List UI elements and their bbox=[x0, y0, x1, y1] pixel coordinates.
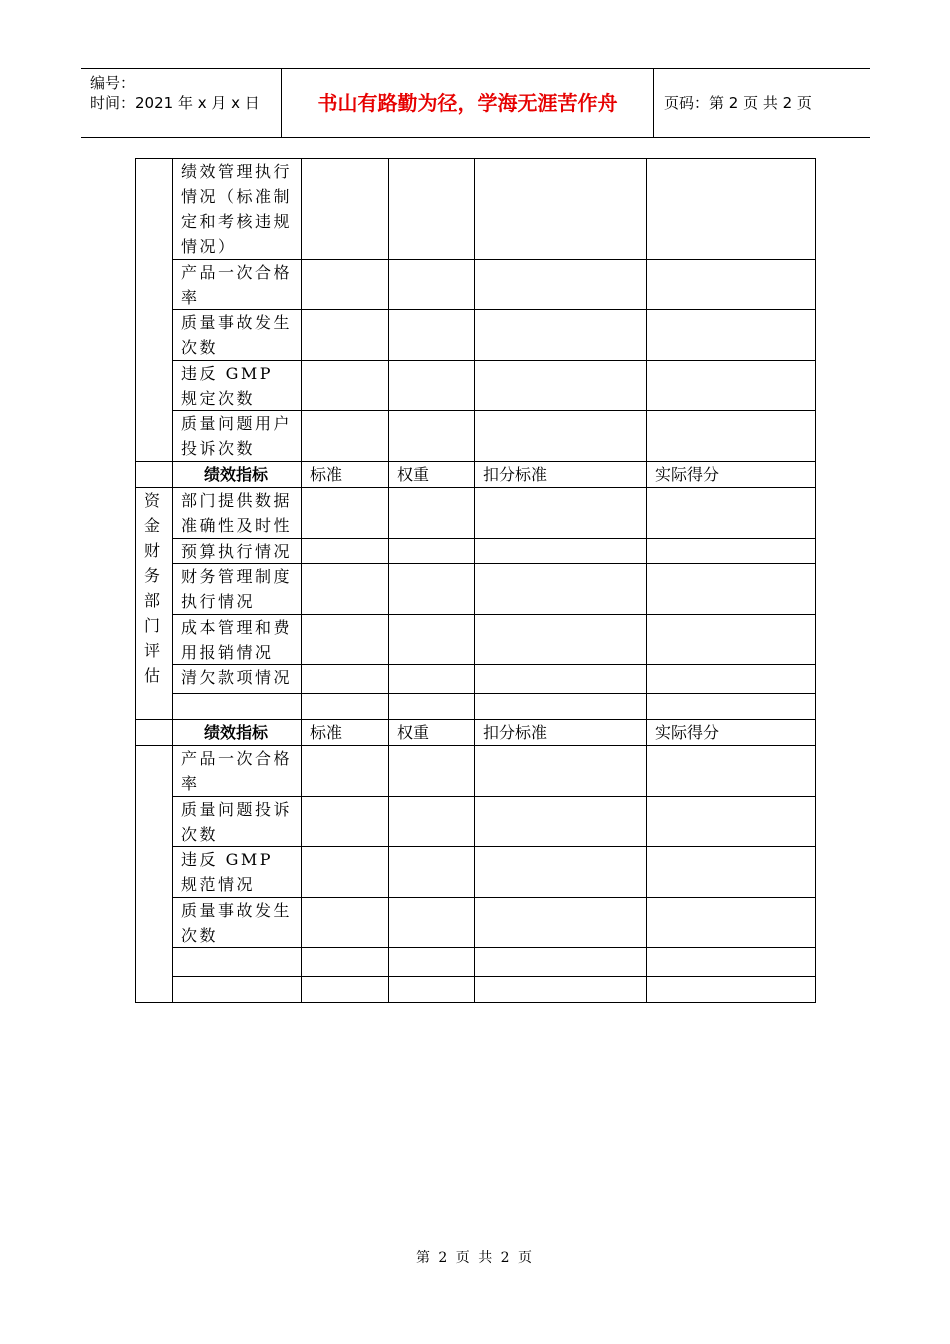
indicator-cell: 部门提供数据准确性及时性 bbox=[181, 491, 293, 535]
indicator-cell: 成本管理和费用报销情况 bbox=[181, 618, 293, 662]
column-header-2: 权重 bbox=[397, 465, 430, 484]
table-rule bbox=[172, 693, 816, 694]
header-page-info: 页码：第 2 页 共 2 页 bbox=[664, 94, 812, 112]
indicator-cell: 质量问题投诉次数 bbox=[181, 800, 293, 844]
table-rule bbox=[135, 1002, 816, 1003]
table-rule bbox=[172, 947, 816, 948]
indicator-cell: 违反 GMP 规定次数 bbox=[181, 364, 274, 408]
indicator-cell: 质量问题用户投诉次数 bbox=[181, 414, 293, 458]
page-header bbox=[81, 68, 870, 138]
table-rule bbox=[301, 158, 302, 1003]
table-rule bbox=[474, 158, 475, 1003]
column-header-4: 实际得分 bbox=[655, 723, 720, 742]
document-time-label: 时间：2021 年 x 月 x 日 bbox=[90, 94, 260, 112]
table-rule bbox=[815, 158, 816, 1003]
column-header-3: 扣分标准 bbox=[483, 465, 548, 484]
indicator-cell: 产品一次合格率 bbox=[181, 263, 293, 307]
column-header-1: 标准 bbox=[310, 465, 343, 484]
column-header-1: 标准 bbox=[310, 723, 343, 742]
indicator-cell: 产品一次合格率 bbox=[181, 749, 293, 793]
column-header-2: 权重 bbox=[397, 723, 430, 742]
column-header-0: 绩效指标 bbox=[204, 465, 269, 484]
document-number-label: 编号： bbox=[90, 74, 136, 92]
table-rule bbox=[646, 158, 647, 1003]
indicator-cell: 清欠款项情况 bbox=[181, 668, 293, 687]
table-rule bbox=[135, 158, 136, 1003]
header-motto: 书山有路勤为径，学海无涯苦作舟 bbox=[281, 69, 654, 137]
indicator-cell: 质量事故发生次数 bbox=[181, 901, 293, 945]
column-header-4: 实际得分 bbox=[655, 465, 720, 484]
table-rule bbox=[172, 976, 816, 977]
column-header-0: 绩效指标 bbox=[204, 723, 269, 742]
indicator-cell: 违反 GMP 规范情况 bbox=[181, 850, 274, 894]
indicator-cell: 预算执行情况 bbox=[181, 542, 293, 561]
indicator-cell: 绩效管理执行情况（标准制定和考核违规情况） bbox=[181, 162, 293, 256]
page-footer: 第 2 页 共 2 页 bbox=[415, 1250, 535, 1266]
indicator-cell: 财务管理制度执行情况 bbox=[181, 567, 293, 611]
indicator-cell: 质量事故发生次数 bbox=[181, 313, 293, 357]
header-meta bbox=[81, 69, 281, 137]
column-header-3: 扣分标准 bbox=[483, 723, 548, 742]
table-rule bbox=[388, 158, 389, 1003]
department-label: 资金财务部门评估 bbox=[144, 491, 161, 685]
